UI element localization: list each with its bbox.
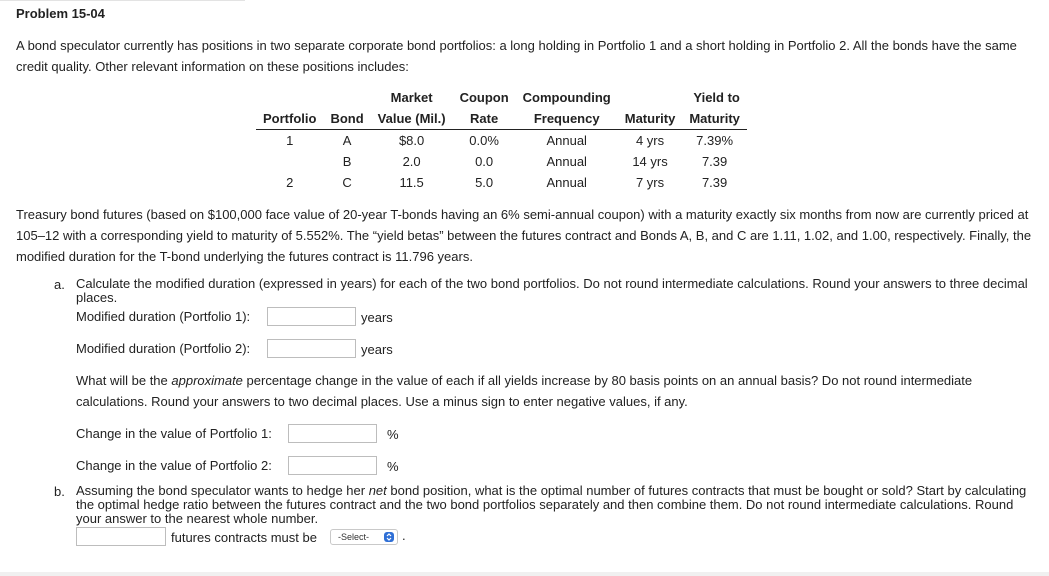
header-coupon: Coupon [459, 90, 509, 105]
cell-portfolio: 1 [286, 133, 294, 148]
select-updown-icon [384, 532, 394, 542]
cell-maturity: 7 yrs [635, 175, 665, 190]
part-b-pre: Assuming the bond speculator wants to hedge her [76, 483, 369, 498]
cell-rate: 5.0 [475, 175, 494, 190]
approx-pre: What will be the [76, 373, 172, 388]
cell-ytm: 7.39 [701, 175, 728, 190]
header-ytm: Maturity [682, 108, 747, 130]
md1-unit: years [361, 310, 393, 325]
cell-portfolio: 2 [286, 175, 294, 190]
header-rate: Rate [453, 108, 516, 130]
bottom-bar [0, 572, 1049, 576]
part-b-label: b. [54, 484, 65, 499]
futures-count-input[interactable] [76, 527, 166, 546]
md2-label: Modified duration (Portfolio 2): [76, 341, 251, 356]
header-bond: Bond [323, 108, 370, 130]
chg1-input[interactable] [288, 424, 377, 443]
cell-value: $8.0 [398, 133, 425, 148]
header-market: Market [390, 90, 433, 105]
approx-post: percentage change in the value of each if all yields increase by 80 basis points on an annual basis? Do not round intermediate calculations. Round your answers to two decimal places. Use a minus sign to enter negative values, if any. [76, 373, 973, 409]
table-row [256, 130, 747, 152]
header-yield-to: Yield to [693, 90, 740, 105]
cell-frequency: Annual [546, 175, 587, 190]
intro-paragraph: A bond speculator currently has positions in two separate corporate bond portfolios: a long holding in Portfolio 1 and a short holding in Portfolio 2. All the bonds have the same credit quality. Other relevant information on these positions includes: [16, 38, 1017, 74]
select-value: -Select- [338, 532, 370, 542]
cell-frequency: Annual [546, 154, 587, 169]
part-a-question: Calculate the modified duration (expressed in years) for each of the two bond portfolios. Do not round intermediate calculations. Round your answers to three decimal places. [76, 276, 1028, 305]
header-maturity: Maturity [618, 108, 683, 130]
cell-rate: 0.0 [475, 154, 494, 169]
bond-table [256, 87, 747, 193]
cell-rate: 0.0% [469, 133, 499, 148]
md1-input[interactable] [267, 307, 356, 326]
futures-suffix: futures contracts must be [171, 530, 317, 545]
header-top-5 [618, 87, 683, 108]
top-divider [0, 0, 245, 1]
buy-sell-select[interactable] [330, 529, 398, 545]
header-value: Value (Mil.) [371, 108, 453, 130]
approx-question [76, 370, 1041, 412]
cell-maturity: 4 yrs [635, 133, 665, 148]
cell-bond: A [342, 133, 352, 148]
approx-emphasis: approximate [171, 373, 243, 388]
cell-frequency: Annual [546, 133, 587, 148]
chg1-unit: % [387, 427, 399, 442]
md1-label: Modified duration (Portfolio 1): [76, 309, 251, 324]
cell-value: 2.0 [402, 154, 421, 169]
treasury-paragraph: Treasury bond futures (based on $100,000 face value of 20-year T-bonds having an 6% semi-annual coupon) with a maturity exactly six months from now are currently priced at 105–12 with a corresponding yield to maturity of 5.552%. The “yield betas” between the futures contract and Bonds A, B, and C are 1.11, 1.02, and 1.00, respectively. Finally, the modified duration for the T-bond underlying the futures contract is 11.796 years. [16, 207, 1032, 264]
problem-title: Problem 15-04 [16, 6, 105, 21]
cell-ytm: 7.39 [701, 154, 728, 169]
cell-ytm: 7.39% [696, 133, 734, 148]
part-b-post: bond position, what is the optimal number of futures contracts that must be bought or sold? Start by calculating the optimal hedge ratio between the futures contract and the two bond portfolios separately and then combine them. Do not round intermediate calculations. Round your answer to the nearest whole number. [76, 483, 1027, 526]
part-b-emphasis: net [368, 483, 387, 498]
md2-unit: years [361, 342, 393, 357]
cell-bond: C [342, 175, 352, 190]
cell-portfolio [256, 151, 323, 172]
cell-value: 11.5 [399, 175, 424, 190]
chg2-label: Change in the value of Portfolio 2: [76, 458, 272, 473]
part-b-question [76, 484, 1041, 526]
cell-bond: B [342, 154, 352, 169]
md2-input[interactable] [267, 339, 356, 358]
header-compounding: Compounding [522, 90, 611, 105]
header-frequency: Frequency [516, 108, 618, 130]
cell-maturity: 14 yrs [632, 154, 668, 169]
chg1-label: Change in the value of Portfolio 1: [76, 426, 272, 441]
part-a-label: a. [54, 277, 65, 292]
sentence-period: . [402, 528, 406, 543]
table-row [256, 151, 747, 172]
header-top-0 [256, 87, 323, 108]
chg2-unit: % [387, 459, 399, 474]
chg2-input[interactable] [288, 456, 377, 475]
header-top-1 [323, 87, 370, 108]
header-portfolio: Portfolio [256, 108, 323, 130]
table-row [256, 172, 747, 193]
